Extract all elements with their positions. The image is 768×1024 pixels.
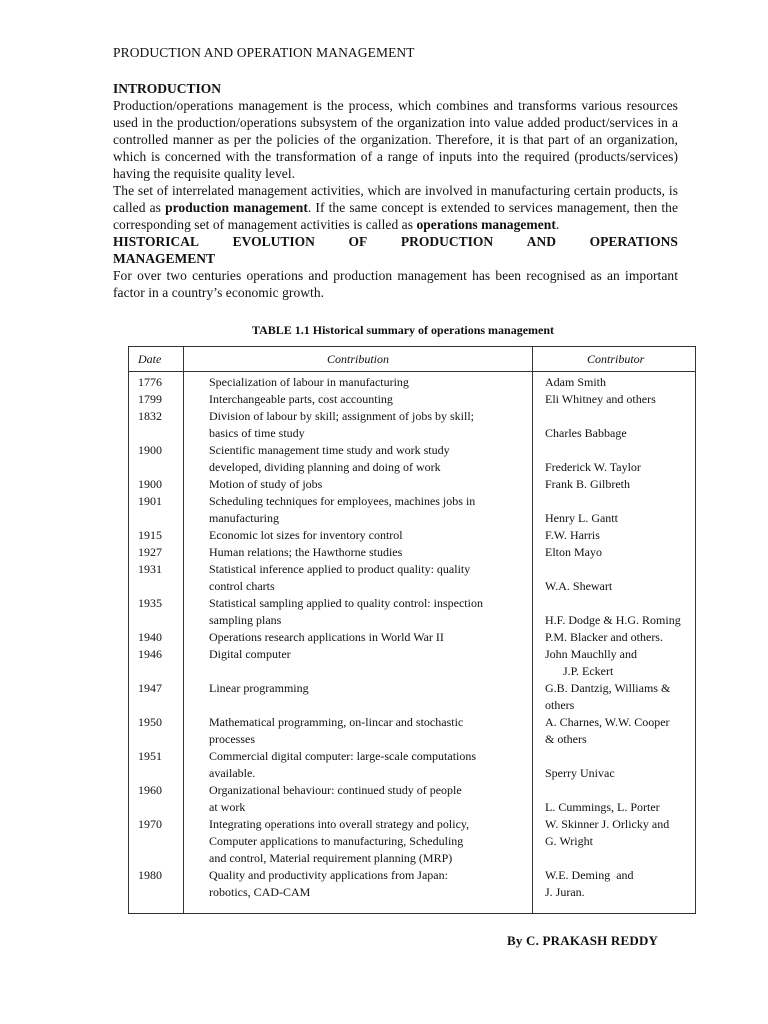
historical-summary-table bbox=[128, 346, 696, 914]
table-row bbox=[129, 374, 695, 391]
contribution-cell: Quality and productivity applications from Japan: bbox=[209, 868, 448, 882]
contribution-cell: processes bbox=[209, 732, 255, 746]
contribution-cell: basics of time study bbox=[209, 426, 305, 440]
date-cell: 1951 bbox=[138, 749, 162, 763]
historical-heading-line-2: MANAGEMENT bbox=[113, 251, 215, 266]
contributor-cell: W. Skinner J. Orlicky and bbox=[545, 817, 670, 831]
table-row bbox=[129, 714, 695, 748]
table-body bbox=[129, 374, 695, 901]
date-cell: 1946 bbox=[138, 647, 162, 661]
contributor-cell: G.B. Dantzig, Williams & bbox=[545, 681, 671, 695]
heading-word: OF bbox=[348, 234, 368, 249]
contribution-cell: Statistical sampling applied to quality control: inspection bbox=[209, 596, 483, 610]
contributor-cell: Elton Mayo bbox=[545, 545, 602, 559]
production-management-term: production management bbox=[165, 200, 308, 215]
table-row bbox=[129, 527, 695, 544]
contribution-cell: Operations research applications in World War II bbox=[209, 630, 444, 644]
contribution-cell: Scientific management time study and work study bbox=[209, 443, 450, 457]
definition-text-3: . bbox=[555, 217, 560, 232]
contribution-cell: Mathematical programming, on-lincar and stochastic bbox=[209, 715, 464, 729]
date-cell: 1900 bbox=[138, 477, 162, 491]
table-row bbox=[129, 493, 695, 527]
contributor-cell: P.M. Blacker and others. bbox=[545, 630, 663, 644]
contributor-cell: Eli Whitney and others bbox=[545, 392, 656, 406]
date-cell: 1931 bbox=[138, 562, 162, 576]
contribution-cell: Scheduling techniques for employees, machines jobs in bbox=[209, 494, 476, 508]
table-row bbox=[129, 816, 695, 867]
contribution-cell: robotics, CAD-CAM bbox=[209, 885, 311, 899]
date-cell: 1832 bbox=[138, 409, 162, 423]
date-cell: 1960 bbox=[138, 783, 162, 797]
contribution-cell: Statistical inference applied to product quality: quality bbox=[209, 562, 471, 576]
table-row bbox=[129, 408, 695, 442]
table-row bbox=[129, 391, 695, 408]
historical-heading-line-1 bbox=[113, 233, 678, 250]
contribution-cell: Motion of study of jobs bbox=[209, 477, 323, 491]
contributor-cell: J.P. Eckert bbox=[545, 664, 614, 678]
contribution-cell: Division of labour by skill; assignment of jobs by skill; bbox=[209, 409, 474, 423]
contribution-cell: Economic lot sizes for inventory control bbox=[209, 528, 403, 542]
date-cell: 1970 bbox=[138, 817, 162, 831]
table-row bbox=[129, 867, 695, 901]
heading-word: EVOLUTION bbox=[232, 234, 315, 249]
document-title: PRODUCTION AND OPERATION MANAGEMENT bbox=[113, 45, 415, 60]
introduction-heading: INTRODUCTION bbox=[113, 81, 222, 96]
date-cell: 1935 bbox=[138, 596, 162, 610]
date-cell: 1927 bbox=[138, 545, 162, 559]
table-row bbox=[129, 561, 695, 595]
date-cell: 1900 bbox=[138, 443, 162, 457]
contributor-cell: W.E. Deming and bbox=[545, 868, 634, 882]
contribution-cell: manufacturing bbox=[209, 511, 279, 525]
date-cell: 1940 bbox=[138, 630, 162, 644]
operations-management-term: operations management bbox=[416, 217, 556, 232]
historical-paragraph: For over two centuries operations and production management has been recognised as an important factor in a country’s economic growth. bbox=[113, 268, 678, 300]
table-row bbox=[129, 782, 695, 816]
contribution-cell: and control, Material requirement planning (MRP) bbox=[209, 851, 453, 865]
contributor-cell: G. Wright bbox=[545, 834, 593, 848]
historical-evolution-heading bbox=[113, 233, 678, 267]
date-cell: 1915 bbox=[138, 528, 162, 542]
table-row bbox=[129, 595, 695, 629]
contributor-cell: Charles Babbage bbox=[545, 426, 627, 440]
contributor-cell: Adam Smith bbox=[545, 375, 607, 389]
definition-text-2: . If the same concept is extended to services management, then the corresponding set of management activities is called as bbox=[113, 200, 678, 232]
table-row bbox=[129, 748, 695, 782]
date-cell: 1947 bbox=[138, 681, 162, 695]
contributor-cell: John Mauchlly and bbox=[545, 647, 637, 661]
heading-word: OPERATIONS bbox=[589, 234, 678, 249]
table-row bbox=[129, 629, 695, 646]
table-row bbox=[129, 544, 695, 561]
heading-word: PRODUCTION bbox=[400, 234, 494, 249]
contribution-cell: Organizational behaviour: continued study of people bbox=[209, 783, 462, 797]
definition-paragraph bbox=[113, 182, 678, 233]
contributor-cell: Sperry Univac bbox=[545, 766, 615, 780]
date-cell: 1776 bbox=[138, 375, 162, 389]
table-row bbox=[129, 646, 695, 680]
contributor-cell: W.A. Shewart bbox=[545, 579, 613, 593]
table-header-row bbox=[129, 347, 695, 372]
heading-word: AND bbox=[526, 234, 557, 249]
table-row bbox=[129, 476, 695, 493]
contributor-cell: J. Juran. bbox=[545, 885, 585, 899]
table-row bbox=[129, 680, 695, 714]
header-date: Date bbox=[138, 352, 162, 366]
contribution-cell: Commercial digital computer: large-scale computations bbox=[209, 749, 477, 763]
contribution-cell: control charts bbox=[209, 579, 275, 593]
contributor-cell: A. Charnes, W.W. Cooper bbox=[545, 715, 670, 729]
header-contributor: Contributor bbox=[587, 352, 645, 366]
contribution-cell: Interchangeable parts, cost accounting bbox=[209, 392, 393, 406]
contributor-cell: L. Cummings, L. Porter bbox=[545, 800, 660, 814]
contributor-cell: Frederick W. Taylor bbox=[545, 460, 641, 474]
contributor-cell: & others bbox=[545, 732, 587, 746]
contribution-cell: available. bbox=[209, 766, 256, 780]
contributor-cell: H.F. Dodge & H.G. Roming bbox=[545, 613, 681, 627]
contribution-cell: sampling plans bbox=[209, 613, 282, 627]
contribution-cell: Human relations; the Hawthorne studies bbox=[209, 545, 403, 559]
contribution-cell: Specialization of labour in manufacturing bbox=[209, 375, 409, 389]
date-cell: 1799 bbox=[138, 392, 162, 406]
header-contribution: Contribution bbox=[327, 352, 390, 366]
intro-paragraph: Production/operations management is the process, which combines and transforms various resources used in the production/operations subsystem of the organization into value added product/services in a controlled manner as per the policies of the organization. Therefore, it is that part of an organization, which is concerned with the transformation of a range of inputs into the required (products/services) having the requisite quality level. bbox=[113, 98, 678, 181]
date-cell: 1901 bbox=[138, 494, 162, 508]
contribution-cell: Linear programming bbox=[209, 681, 309, 695]
contributor-cell: others bbox=[545, 698, 575, 712]
contributor-cell: Henry L. Gantt bbox=[545, 511, 618, 525]
contribution-cell: Digital computer bbox=[209, 647, 291, 661]
table-row bbox=[129, 442, 695, 476]
table-caption: TABLE 1.1 Historical summary of operations management bbox=[251, 323, 555, 337]
contributor-cell: Frank B. Gilbreth bbox=[545, 477, 630, 491]
author-byline: By C. PRAKASH REDDY bbox=[507, 933, 659, 948]
definition-text-1: The set of interrelated management activities, which are involved in manufacturing certain products, is called as bbox=[113, 183, 678, 215]
contribution-cell: developed, dividing planning and doing of work bbox=[209, 460, 441, 474]
date-cell: 1950 bbox=[138, 715, 162, 729]
contribution-cell: at work bbox=[209, 800, 246, 814]
heading-word: HISTORICAL bbox=[113, 234, 200, 249]
contributor-cell: F.W. Harris bbox=[545, 528, 600, 542]
document-body bbox=[113, 44, 678, 337]
contribution-cell: Integrating operations into overall strategy and policy, bbox=[209, 817, 470, 831]
date-cell: 1980 bbox=[138, 868, 162, 882]
contribution-cell: Computer applications to manufacturing, Scheduling bbox=[209, 834, 464, 848]
